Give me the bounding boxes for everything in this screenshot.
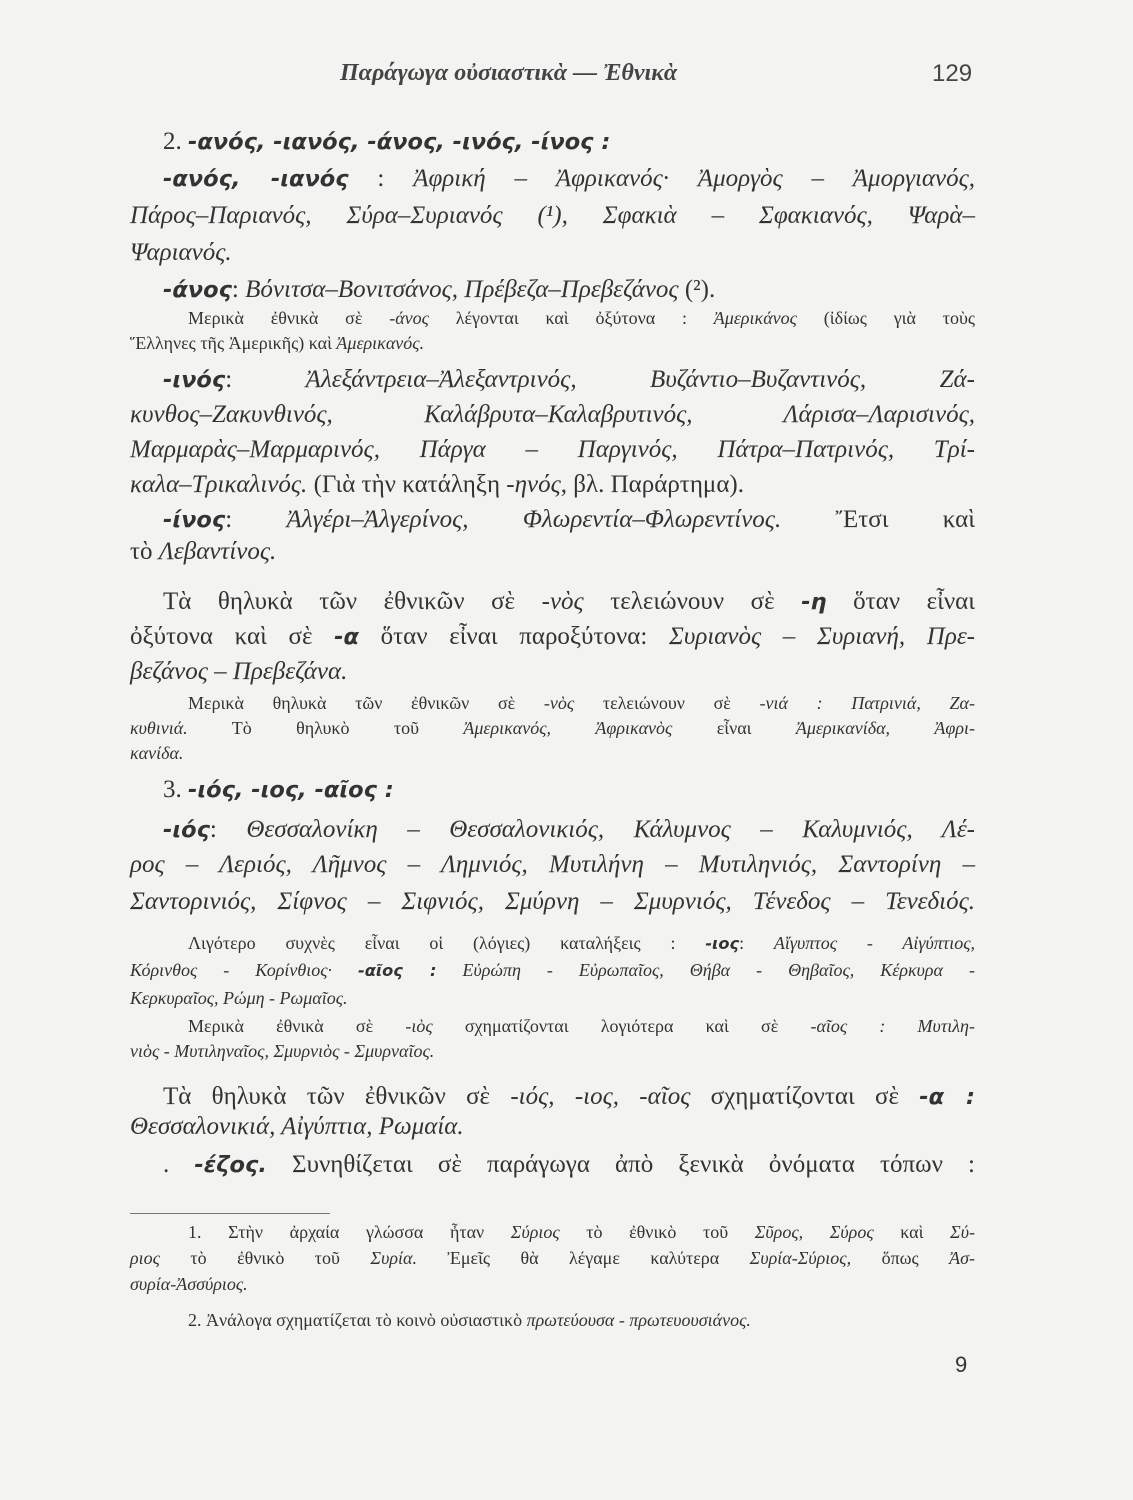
text-run: 3. [163, 776, 188, 803]
italic-text: Ἀμερικανός. [336, 333, 425, 353]
text-line [188, 933, 975, 954]
text-line [130, 436, 975, 464]
bold-suffix: -α : [919, 1084, 975, 1110]
text-line [163, 816, 975, 844]
italic-text: Συριανὸς – Συριανή, Πρε- [669, 623, 975, 650]
footnote-line [130, 1274, 975, 1295]
italic-text: -ηνός [506, 471, 561, 498]
italic-text: Ἀλγέρι–Ἀλγερίνος, Φλωρεντία–Φλωρεντίνος. [286, 506, 782, 533]
italic-text: Συρία. [370, 1248, 417, 1268]
text-run: : [739, 933, 774, 953]
text-run: Μερικὰ ἐθνικὰ σὲ [188, 1016, 406, 1036]
italic-text: Ἀμερικανίδα, Ἀφρι- [795, 718, 975, 738]
text-line [130, 743, 975, 764]
italic-text: Θεσσαλονίκη – Θεσσαλονικιός, Κάλυμνος – Καλυμνιός, Λέ- [246, 816, 975, 843]
footnote-line [130, 1248, 975, 1269]
text-line [130, 1113, 975, 1141]
text-run: Ἔτσι καὶ [781, 506, 976, 533]
text-run: Τὸ θηλυκὸ τοῦ [187, 718, 464, 738]
text-line [163, 165, 975, 193]
page-number: 129 [932, 60, 973, 87]
text-line [130, 718, 975, 739]
text-line [130, 851, 975, 879]
text-run: : [225, 366, 306, 393]
italic-text: Θεσσαλονικιά, Αἰγύπτια, Ρωμαία. [130, 1113, 464, 1140]
text-line [130, 333, 975, 354]
running-header: Παράγωγα οὐσιαστικὰ — Ἐθνικὰ [340, 60, 678, 86]
italic-text: ριος [130, 1248, 160, 1268]
italic-text: -νὸς [543, 693, 575, 713]
bold-suffix: -ίνος [163, 507, 226, 533]
text-run: ὅπως [851, 1248, 950, 1268]
text-run: σχηματίζονται σὲ [690, 1083, 920, 1110]
text-run: (ἰδίως γιὰ τοὺς [796, 308, 975, 328]
italic-text: Σαντορινιός, Σίφνος – Σιφνιός, Σμύρνη – Σμυρνιός, Τένεδος – Τενεδιός. [130, 888, 975, 915]
text-line [130, 471, 975, 499]
italic-text: ρος – Λεριός, Λῆμνος – Λημνιός, Μυτιλήνη – Μυτιληνιός, Σαντορίνη – [130, 851, 975, 878]
text-run: : [225, 506, 287, 533]
text-run: καὶ [873, 1222, 951, 1242]
italic-text: Σύ- [950, 1222, 975, 1242]
text-run: : [209, 816, 247, 843]
italic-text: -αῖος : Μυτιλη- [810, 1016, 975, 1036]
bold-suffix: -αῖος : [358, 961, 437, 980]
text-run: τὸ ἐθνικὸ τοῦ [159, 1248, 371, 1268]
text-line [163, 506, 975, 534]
text-run: ὀξύτονα καὶ σὲ [130, 623, 335, 650]
text-line [130, 538, 975, 566]
text-run: λέγονται καὶ ὀξύτονα : [428, 308, 714, 328]
text-run: 2. Ἀνάλογα σχηματίζεται τὸ κοινὸ οὐσιαστικὸ [188, 1310, 527, 1330]
italic-text: Αἴγυπτος - Αἰγύπτιος, [773, 933, 975, 953]
text-run: τελειώνουν σὲ [583, 588, 802, 615]
text-run: Λιγότερο συχνὲς εἶναι οἱ (λόγιες) καταλήξεις : [188, 933, 706, 953]
italic-text: Ἀμερικανός, Ἀφρικανὸς [463, 718, 673, 738]
italic-text: Ἀλεξάντρεια–Ἀλεξαντρινός, Βυζάντιο–Βυζαντινός, Ζά- [305, 366, 975, 393]
italic-text: Εὐρώπη - Εὐρωπαῖος, Θήβα - Θηβαῖος, Κέρκυρα - [462, 960, 975, 980]
italic-text: Μαρμαρὰς–Μαρμαρινός, Πάργα – Παργινός, Πάτρα–Πατρινός, Τρί- [130, 436, 975, 463]
text-run: (²). [678, 276, 716, 303]
text-run: τὸ ἐθνικὸ τοῦ [559, 1222, 755, 1242]
italic-text: Σύριος [510, 1222, 560, 1242]
text-line [130, 239, 975, 267]
italic-text: Ἀσ- [949, 1248, 975, 1268]
bold-suffix: -ιός, -ιος, -αῖος : [188, 777, 394, 803]
text-line [163, 588, 975, 616]
text-line [130, 1041, 975, 1062]
text-line [163, 366, 975, 394]
italic-text: Ἀφρική – Ἀφρικανός· Ἀμοργὸς – Ἀμοργιανός, [413, 165, 976, 192]
italic-text: -ιὸς [405, 1016, 433, 1036]
footnote-line [188, 1222, 975, 1243]
text-run: Συνηθίζεται σὲ παράγωγα ἀπὸ ξενικὰ ὀνόματα τόπων : [266, 1151, 976, 1178]
italic-text: -νὸς [541, 588, 584, 615]
text-run: Τὰ θηλυκὰ τῶν ἐθνικῶν σὲ [163, 588, 542, 615]
italic-text: πρωτεύουσα - πρωτευουσιάνος. [526, 1310, 751, 1330]
italic-text: -άνος [389, 308, 429, 328]
text-run: Μερικὰ ἐθνικὰ σὲ [188, 308, 390, 328]
text-run: : [348, 165, 414, 192]
text-run: Ἕλληνες τῆς Ἀμερικῆς) καὶ [130, 333, 337, 353]
text-run: Τὰ θηλυκὰ τῶν ἐθνικῶν σὲ [163, 1083, 511, 1110]
italic-text: Συρία-Σύριος, [749, 1248, 852, 1268]
text-line [130, 401, 975, 429]
italic-text: καλα–Τρικαλινός. [130, 471, 308, 498]
text-run: τελειώνουν σὲ [574, 693, 760, 713]
text-run: εἶναι [672, 718, 796, 738]
text-line [130, 988, 975, 1009]
italic-text: Σῦρος, Σύρος [754, 1222, 874, 1242]
text-run: 1. Στὴν ἀρχαία γλώσσα ἦταν [188, 1222, 511, 1242]
text-line [163, 276, 975, 304]
bold-suffix: -α [334, 624, 359, 650]
text-run: Μερικὰ θηλυκὰ τῶν ἐθνικῶν σὲ [188, 693, 544, 713]
text-line [130, 623, 975, 651]
italic-text: Λεβαντίνος. [158, 538, 277, 565]
text-line [188, 693, 975, 714]
text-line [188, 308, 975, 329]
text-run: ὅταν εἶναι [826, 588, 975, 615]
text-line [163, 1083, 975, 1111]
bold-suffix: -ινός [163, 367, 226, 393]
text-line [163, 776, 975, 804]
italic-text: Πάρος–Παριανός, Σύρα–Συριανός (¹), Σφακιὰ – Σφακιανός, Ψαρὰ– [130, 202, 975, 229]
italic-text: συρία-Ἀσσύριος. [130, 1274, 248, 1294]
text-run [437, 960, 463, 980]
bold-suffix: -ανός, -ιανός [163, 166, 349, 192]
text-line [130, 202, 975, 230]
bold-suffix: -η [801, 589, 827, 615]
signature-mark: 9 [955, 1352, 968, 1377]
text-run: ὅταν εἶναι παροξύτονα: [358, 623, 669, 650]
text-run: σχηματίζονται λογιότερα καὶ σὲ [432, 1016, 811, 1036]
text-line [130, 960, 975, 981]
bold-suffix: -ιός [163, 817, 210, 843]
text-line [130, 888, 975, 916]
bold-suffix: -ιος [705, 934, 740, 953]
footnote-line [188, 1310, 975, 1331]
italic-text: βεζάνος – Πρεβεζάνα. [130, 658, 348, 685]
text-run: , βλ. Παράρτημα). [560, 471, 744, 498]
italic-text: Κόρινθος - Κορίνθιος· [130, 960, 333, 980]
text-run: (Γιὰ τὴν κατάληξη [307, 471, 507, 498]
text-run: τὸ [130, 538, 159, 565]
italic-text: Ψαριανός. [130, 239, 232, 266]
italic-text: κανίδα. [130, 743, 184, 763]
text-line [188, 1016, 975, 1037]
text-run: Ἐμεῖς θὰ λέγαμε καλύτερα [416, 1248, 750, 1268]
text-run: : [231, 276, 246, 303]
italic-text: Κερκυραῖος, Ρώμη - Ρωμαῖος. [130, 988, 348, 1008]
italic-text: -ιός, -ιος, -αῖος [510, 1083, 691, 1110]
text-run: 2. [163, 128, 188, 155]
text-line [130, 658, 975, 686]
italic-text: Βόνιτσα–Βονιτσάνος, Πρέβεζα–Πρεβεζάνος [245, 276, 679, 303]
bold-suffix: -έζος. [194, 1152, 267, 1178]
italic-text: -νιά : Πατρινιά, Ζα- [759, 693, 975, 713]
footnote-divider [130, 1213, 330, 1214]
text-run [332, 960, 358, 980]
text-line [163, 128, 975, 156]
text-line [163, 1151, 975, 1179]
italic-text: νιὸς - Μυτιληναῖος, Σμυρνιὸς - Σμυρναῖος. [130, 1041, 435, 1061]
italic-text: κυθινιά. [130, 718, 188, 738]
italic-text: Ἀμερικάνος [713, 308, 797, 328]
bold-suffix: -άνος [163, 277, 232, 303]
bold-suffix: -ανός, -ιανός, -άνος, -ινός, -ίνος : [188, 129, 611, 155]
italic-text: κυνθος–Ζακυνθινός, Καλάβρυτα–Καλαβρυτινός, Λάρισα–Λαρισινός, [130, 401, 975, 428]
text-run: . [163, 1151, 195, 1178]
